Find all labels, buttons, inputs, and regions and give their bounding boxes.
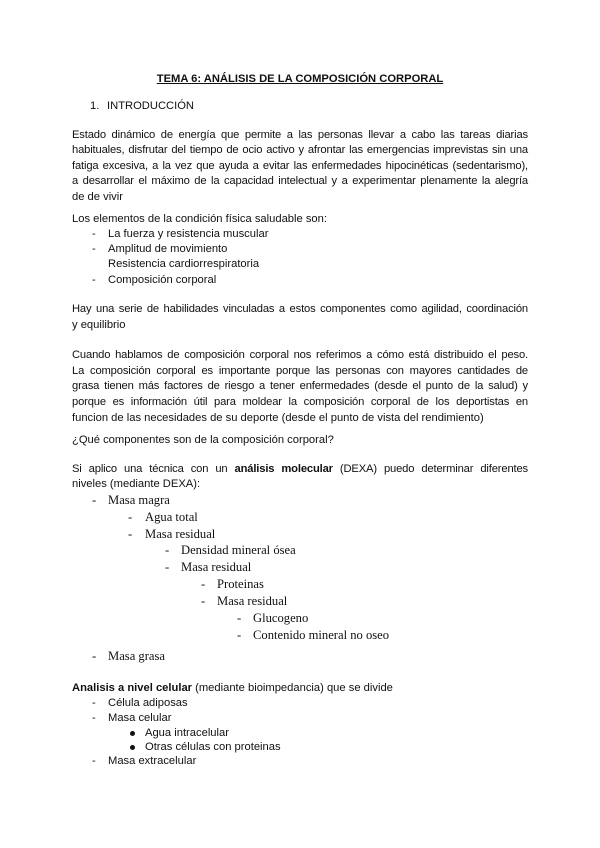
list-item: Otras células con proteinas	[145, 741, 281, 753]
paragraph-line: funcion de las necesidades de su deporte (desde el punto de vista del rendimiento)	[72, 412, 484, 424]
paragraph-line: porque es información útil para moldear la composición corporal de los deportistas en	[72, 396, 528, 408]
paragraph-line: de de vivir	[72, 191, 123, 203]
paragraph-line: fatiga excesiva, a la vez que ayuda a evitar las enfermedades hipocinéticas (sedentarismo),	[72, 160, 528, 172]
dash-marker: -	[237, 628, 242, 642]
dash-marker: -	[92, 712, 96, 724]
list-item: Amplitud de movimiento	[108, 243, 228, 255]
bold-term: análisis molecular	[234, 463, 333, 475]
list-item: Célula adiposas	[108, 697, 188, 709]
paragraph-line: Cuando hablamos de composición corporal nos referimos a cómo está distribuido el peso.	[72, 349, 528, 361]
text: (mediante bioimpedancia) que se divide	[192, 682, 393, 694]
list-item: Composición corporal	[108, 274, 217, 286]
paragraph-line: y equilibrio	[72, 319, 126, 331]
list-item: Densidad mineral ósea	[181, 543, 296, 557]
text: (DEXA) puedo determinar diferentes	[332, 463, 528, 475]
list-item: Resistencia cardiorrespiratoria	[108, 258, 260, 270]
list-item: Agua intracelular	[145, 727, 229, 739]
list-item: Masa magra	[108, 493, 170, 507]
dash-marker: -	[165, 543, 170, 557]
dash-marker: -	[201, 577, 206, 591]
paragraph-line: La composición corporal es importante porque las personas con mayores cantidades de	[72, 365, 528, 377]
dash-marker: -	[201, 594, 206, 608]
paragraph-line: a desarrollar el máximo de la capacidad intelectual y a experimentar plenamente la alegría	[72, 175, 528, 187]
list-item: Contenido mineral no oseo	[253, 628, 390, 642]
page-title: TEMA 6: ANÁLISIS DE LA COMPOSICIÓN CORPORAL	[156, 73, 444, 85]
dash-marker: -	[92, 493, 97, 507]
paragraph-line: habituales, disfrutar del tiempo de ocio activo y afrontar las emergencias imprevistas sin una	[72, 144, 528, 156]
list-item: Proteinas	[217, 577, 264, 591]
question: ¿Qué componentes son de la composición corporal?	[72, 434, 334, 446]
bullet-icon	[130, 745, 135, 750]
paragraph-line: Hay una serie de habilidades vinculadas a estos componentes como agilidad, coordinación	[72, 303, 528, 315]
list-item: Masa grasa	[108, 649, 165, 663]
section-heading: INTRODUCCIÓN	[107, 100, 195, 112]
dash-marker: -	[92, 243, 96, 255]
dash-marker: -	[237, 611, 242, 625]
paragraph-line: Estado dinámico de energía que permite a las personas llevar a cabo las tareas diarias	[72, 129, 528, 141]
paragraph-line: niveles (mediante DEXA):	[72, 478, 201, 490]
text: Si aplico una técnica con un	[72, 463, 235, 475]
bullet-icon	[130, 731, 135, 736]
paragraph-line: grasa tienen más factores de riesgo a tener enfermedades (desde el punto de la salud) y	[72, 380, 528, 392]
paragraph-line	[72, 462, 528, 476]
dash-marker: -	[92, 228, 96, 240]
dash-marker: -	[92, 274, 96, 286]
dash-marker: -	[128, 527, 133, 541]
list-item: Masa extracelular	[108, 755, 197, 767]
list-item: Masa residual	[217, 594, 288, 608]
list-item: Agua total	[145, 510, 198, 524]
list-item: Glucogeno	[253, 611, 309, 625]
paragraph-line	[72, 681, 393, 695]
dash-marker: -	[92, 755, 96, 767]
section-number: 1.	[90, 100, 100, 112]
dash-marker: -	[92, 649, 97, 663]
dash-marker: -	[92, 697, 96, 709]
list-item: Masa residual	[181, 560, 252, 574]
list-item: Masa celular	[108, 712, 172, 724]
elements-intro: Los elementos de la condición física saludable son:	[72, 213, 327, 225]
list-item: La fuerza y resistencia muscular	[108, 228, 269, 240]
bold-term: Analisis a nivel celular	[72, 682, 193, 694]
dash-marker: -	[165, 560, 170, 574]
dash-marker: -	[128, 510, 133, 524]
list-item: Masa residual	[145, 527, 216, 541]
